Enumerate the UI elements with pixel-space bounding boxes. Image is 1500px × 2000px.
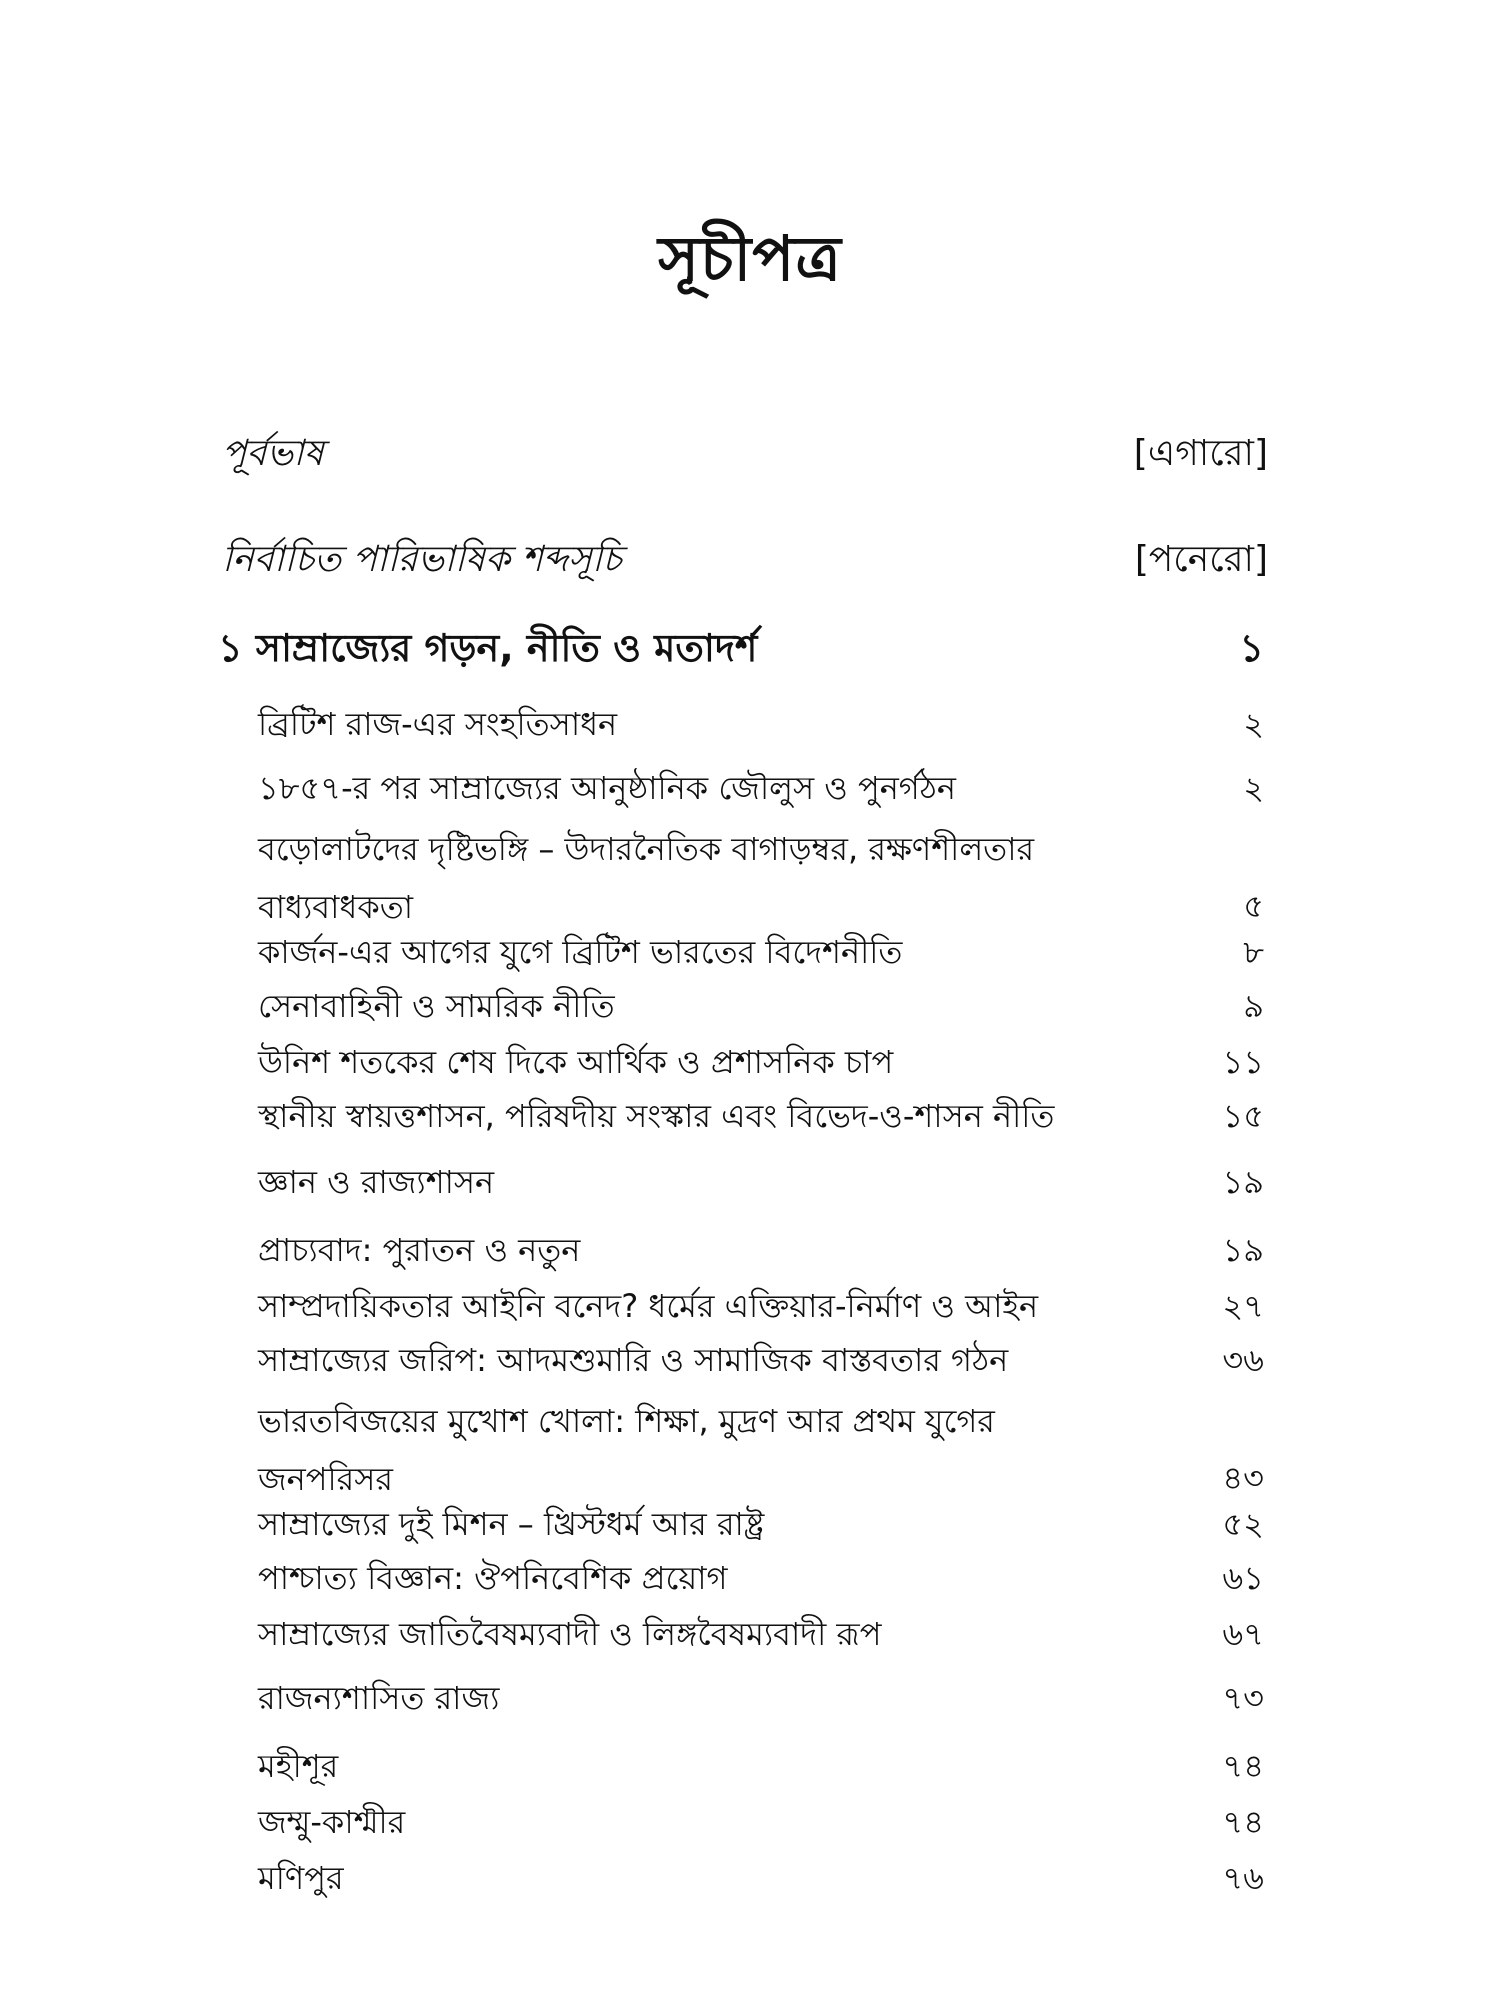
toc-entry-page: ৬১ bbox=[1222, 1559, 1264, 1597]
toc-entry-page: ৫২ bbox=[1222, 1505, 1264, 1543]
toc-entry-label: স্থানীয় স্বায়ত্তশাসন, পরিষদীয় সংস্কার এবং বিভেদ-ও-শাসন নীতি bbox=[258, 1097, 1055, 1135]
toc-entry-label: সাম্রাজ্যের দুই মিশন – খ্রিস্টধর্ম আর রাষ্ট্র bbox=[258, 1505, 765, 1543]
toc-entry-label: সেনাবাহিনী ও সামরিক নীতি bbox=[258, 987, 615, 1025]
toc-entry-page: ১১ bbox=[1222, 1043, 1264, 1081]
toc-entry-page: ২৭ bbox=[1222, 1287, 1264, 1325]
toc-entry-label: কার্জন-এর আগের যুগে ব্রিটিশ ভারতের বিদেশনীতি bbox=[258, 933, 903, 971]
toc-chapter-label: ১ সাম্রাজ্যের গড়ন, নীতি ও মতাদর্শ bbox=[218, 626, 758, 670]
toc-entry-label: রাজন্যশাসিত রাজ্য bbox=[258, 1679, 500, 1717]
toc-entry-page: ২ bbox=[1243, 705, 1264, 743]
toc-entry-label: পাশ্চাত্য বিজ্ঞান: ঔপনিবেশিক প্রয়োগ bbox=[258, 1559, 728, 1597]
toc-entry-page: ১৯ bbox=[1222, 1163, 1264, 1201]
toc-entry-label: সাম্প্রদায়িকতার আইনি বনেদ? ধর্মের এক্তিয়ার-নির্মাণ ও আইন bbox=[258, 1287, 1039, 1325]
toc-entry-page: ৯ bbox=[1243, 987, 1264, 1025]
toc-entry-label: পূর্বভাষ bbox=[222, 433, 324, 474]
toc-entry-label: ভারতবিজয়ের মুখোশ খোলা: শিক্ষা, মুদ্রণ আর প্রথম যুগের জনপরিসর bbox=[258, 1402, 995, 1498]
toc-entry-page: ২ bbox=[1243, 769, 1264, 807]
toc-entry-page: ১৯ bbox=[1222, 1231, 1264, 1269]
toc-entry-label: বড়োলাটদের দৃষ্টিভঙ্গি – উদারনৈতিক বাগাড়ম্বর, রক্ষণশীলতার বাধ্যবাধকতা bbox=[258, 830, 1035, 926]
toc-entry-page: [এগারো] bbox=[1133, 433, 1268, 474]
toc-entry-page: ৬৭ bbox=[1222, 1615, 1264, 1653]
toc-entry-page: ৫ bbox=[1243, 887, 1264, 925]
toc-entry-label: জম্মু-কাশ্মীর bbox=[258, 1803, 406, 1841]
toc-entry-page: ৩৬ bbox=[1222, 1341, 1264, 1379]
toc-entry-label: মহীশূর bbox=[258, 1747, 339, 1785]
toc-entry-page: [পনেরো] bbox=[1134, 539, 1268, 580]
toc-chapter-page: ১ bbox=[1239, 626, 1264, 670]
toc-entry-label: ব্রিটিশ রাজ-এর সংহতিসাধন bbox=[258, 705, 618, 743]
toc-entry-label: ১৮৫৭-র পর সাম্রাজ্যের আনুষ্ঠানিক জৌলুস ও পুনর্গঠন bbox=[258, 769, 956, 807]
toc-entry-page: ১৫ bbox=[1222, 1097, 1264, 1135]
toc-entry-page: ৭৬ bbox=[1222, 1859, 1264, 1897]
toc-entry-page: ৭৩ bbox=[1222, 1679, 1264, 1717]
toc-entry-label: মণিপুর bbox=[258, 1859, 344, 1897]
toc-entry-page: ৭৪ bbox=[1222, 1747, 1264, 1785]
page-title: সূচীপত্র bbox=[658, 222, 842, 295]
toc-entry-label: সাম্রাজ্যের জাতিবৈষম্যবাদী ও লিঙ্গবৈষম্যবাদী রূপ bbox=[258, 1615, 882, 1653]
toc-entry-label: উনিশ শতকের শেষ দিকে আর্থিক ও প্রশাসনিক চাপ bbox=[258, 1043, 894, 1081]
toc-entry-label: প্রাচ্যবাদ: পুরাতন ও নতুন bbox=[258, 1231, 581, 1269]
toc-entry-label: নির্বাচিত পারিভাষিক শব্দসূচি bbox=[222, 539, 622, 580]
toc-entry-label: সাম্রাজ্যের জরিপ: আদমশুমারি ও সামাজিক বাস্তবতার গঠন bbox=[258, 1341, 1009, 1379]
toc-entry-label: জ্ঞান ও রাজ্যশাসন bbox=[258, 1163, 495, 1201]
toc-entry-page: ৮ bbox=[1243, 933, 1264, 971]
toc-entry-page: ৪৩ bbox=[1222, 1459, 1264, 1497]
toc-entry-page: ৭৪ bbox=[1222, 1803, 1264, 1841]
